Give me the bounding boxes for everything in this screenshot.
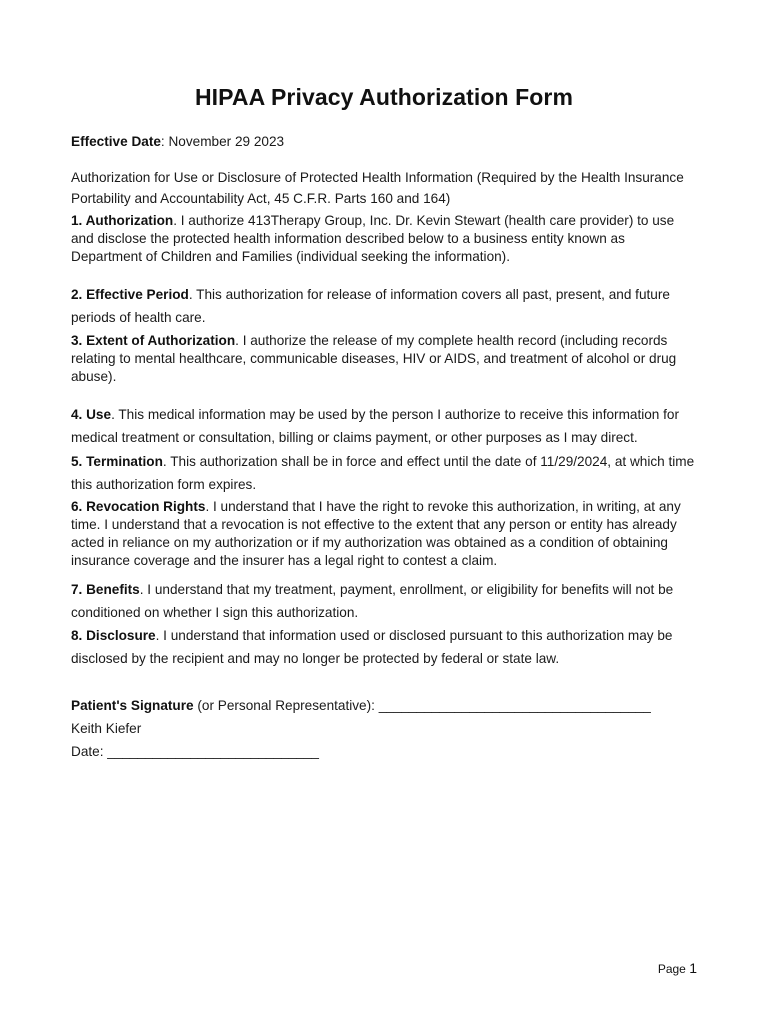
- section-text: . This authorization for release of information covers all past, present, and future periods of health care.: [71, 287, 670, 325]
- document-title: HIPAA Privacy Authorization Form: [194, 84, 574, 110]
- section-benefits: [71, 578, 697, 624]
- section-heading: 3. Extent of Authorization: [71, 333, 236, 348]
- section-heading: 6. Revocation Rights: [71, 499, 206, 514]
- page-number: [658, 960, 697, 976]
- section-authorization: [71, 212, 697, 266]
- intro-text: Authorization for Use or Disclosure of Protected Health Information (Required by the Health Insurance Portability and Accountability Act, 45 C.F.R. Parts 160 and 164): [71, 170, 684, 206]
- effective-date: [71, 133, 697, 151]
- page-label: Page: [657, 962, 686, 976]
- section-text: . I authorize the release of my complete health record (including records relating to mental healthcare, communicable diseases, HIV or AIDS, and treatment of alcohol or drug abuse).: [71, 333, 677, 384]
- section-termination: [71, 450, 697, 496]
- page-number-value: 1: [689, 960, 697, 976]
- section-effective-period: [71, 283, 697, 329]
- section-text: . I understand that I have the right to revoke this authorization, in writing, at any time. I understand that a revocation is not effective to the extent that any person or entity has already acted in reliance on my authorization or if my authorization was obtained as a condition of obtaining insurance coverage and the insurer has a legal right to contest a claim.: [71, 499, 681, 568]
- date-line: Date: ____________________________: [71, 744, 319, 759]
- intro-paragraph: [71, 167, 697, 209]
- section-heading: 4. Use: [71, 407, 112, 422]
- section-revocation-rights: [71, 498, 697, 570]
- section-heading: 8. Disclosure: [71, 628, 156, 643]
- section-heading: 2. Effective Period: [71, 287, 189, 302]
- signature-line: [71, 694, 697, 717]
- section-use: [71, 403, 697, 449]
- signature-rest: (or Personal Representative): ____________________________________: [193, 698, 651, 713]
- section-text: . This medical information may be used by the person I authorize to receive this information for medical treatment or consultation, billing or claims payment, or other purposes as I may direct.: [71, 407, 680, 445]
- section-extent-of-authorization: [71, 332, 697, 386]
- effective-date-value: : November 29 2023: [160, 134, 285, 149]
- signature-label: Patient's Signature: [71, 698, 194, 713]
- section-heading: 5. Termination: [71, 454, 163, 469]
- patient-name: Keith Kiefer: [71, 721, 142, 736]
- section-text: . I understand that information used or disclosed pursuant to this authorization may be disclosed by the recipient and may no longer be protected by federal or state law.: [71, 628, 673, 666]
- section-heading: 1. Authorization: [71, 213, 174, 228]
- effective-date-label: Effective Date: [71, 134, 161, 149]
- section-text: . I understand that my treatment, payment, enrollment, or eligibility for benefits will not be conditioned on whether I sign this authorization.: [71, 582, 674, 620]
- section-text: . I authorize 413Therapy Group, Inc. Dr. Kevin Stewart (health care provider) to use and disclose the protected health information described below to a business entity known as Department of Children and Families (individual seeking the information).: [71, 213, 675, 264]
- signature-block: [71, 694, 697, 763]
- section-text: . This authorization shall be in force and effect until the date of 11/29/2024, at which time this authorization form expires.: [71, 454, 695, 492]
- section-disclosure: [71, 624, 697, 670]
- section-heading: 7. Benefits: [71, 582, 140, 597]
